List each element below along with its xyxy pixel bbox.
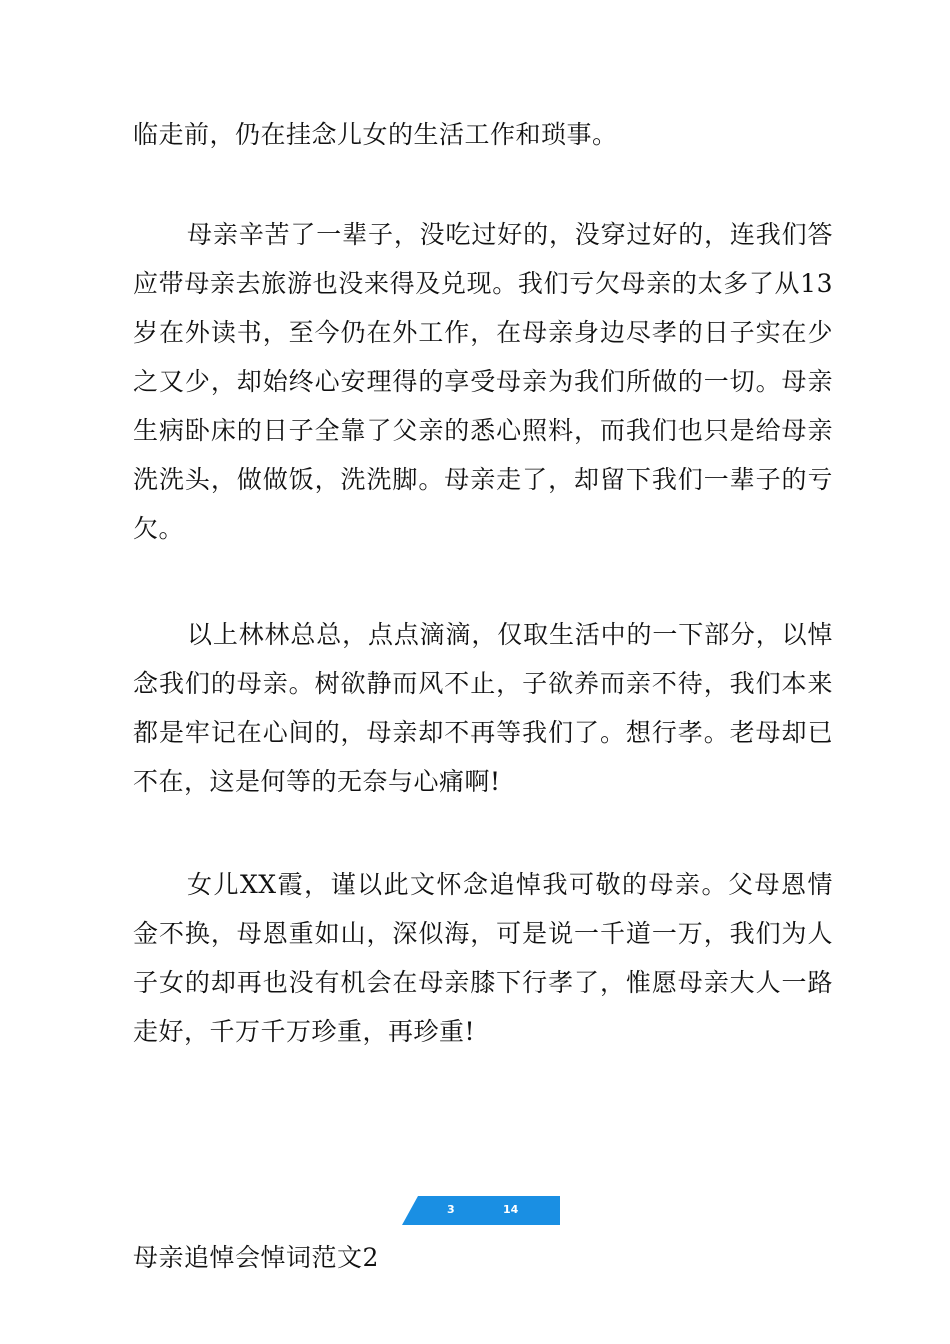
current-page-number: 3 bbox=[447, 1203, 455, 1216]
page-number-badge bbox=[402, 1196, 560, 1225]
paragraph-1: 临走前，仍在挂念儿女的生活工作和琐事。 bbox=[133, 120, 618, 149]
paragraph-4: 女儿XX霞，谨以此文怀念追悼我可敬的母亲。父母恩情金不换，母恩重如山，深似海，可是说一千道一万，我们为人子女的却再也没有机会在母亲膝下行孝了，惟愿母亲大人一路走好，千万千万珍重，再珍重! bbox=[133, 870, 833, 1046]
next-section-title: 母亲追悼会悼词范文2 bbox=[133, 1243, 379, 1272]
total-page-count: 14 bbox=[503, 1203, 519, 1216]
paragraph-3: 以上林林总总，点点滴滴，仅取生活中的一下部分，以悼念我们的母亲。树欲静而风不止，子欲养而亲不待，我们本来都是牢记在心间的，母亲却不再等我们了。想行孝。老母却已不在，这是何等的无奈与心痛啊! bbox=[133, 620, 833, 796]
page-badge-shape bbox=[402, 1196, 560, 1225]
paragraph-2: 母亲辛苦了一辈子，没吃过好的，没穿过好的，连我们答应带母亲去旅游也没来得及兑现。我们亏欠母亲的太多了从13岁在外读书，至今仍在外工作，在母亲身边尽孝的日子实在少之又少，却始终心安理得的享受母亲为我们所做的一切。母亲生病卧床的日子全靠了父亲的悉心照料，而我们也只是给母亲洗洗头，做做饭，洗洗脚。母亲走了，却留下我们一辈子的亏欠。 bbox=[133, 220, 833, 543]
